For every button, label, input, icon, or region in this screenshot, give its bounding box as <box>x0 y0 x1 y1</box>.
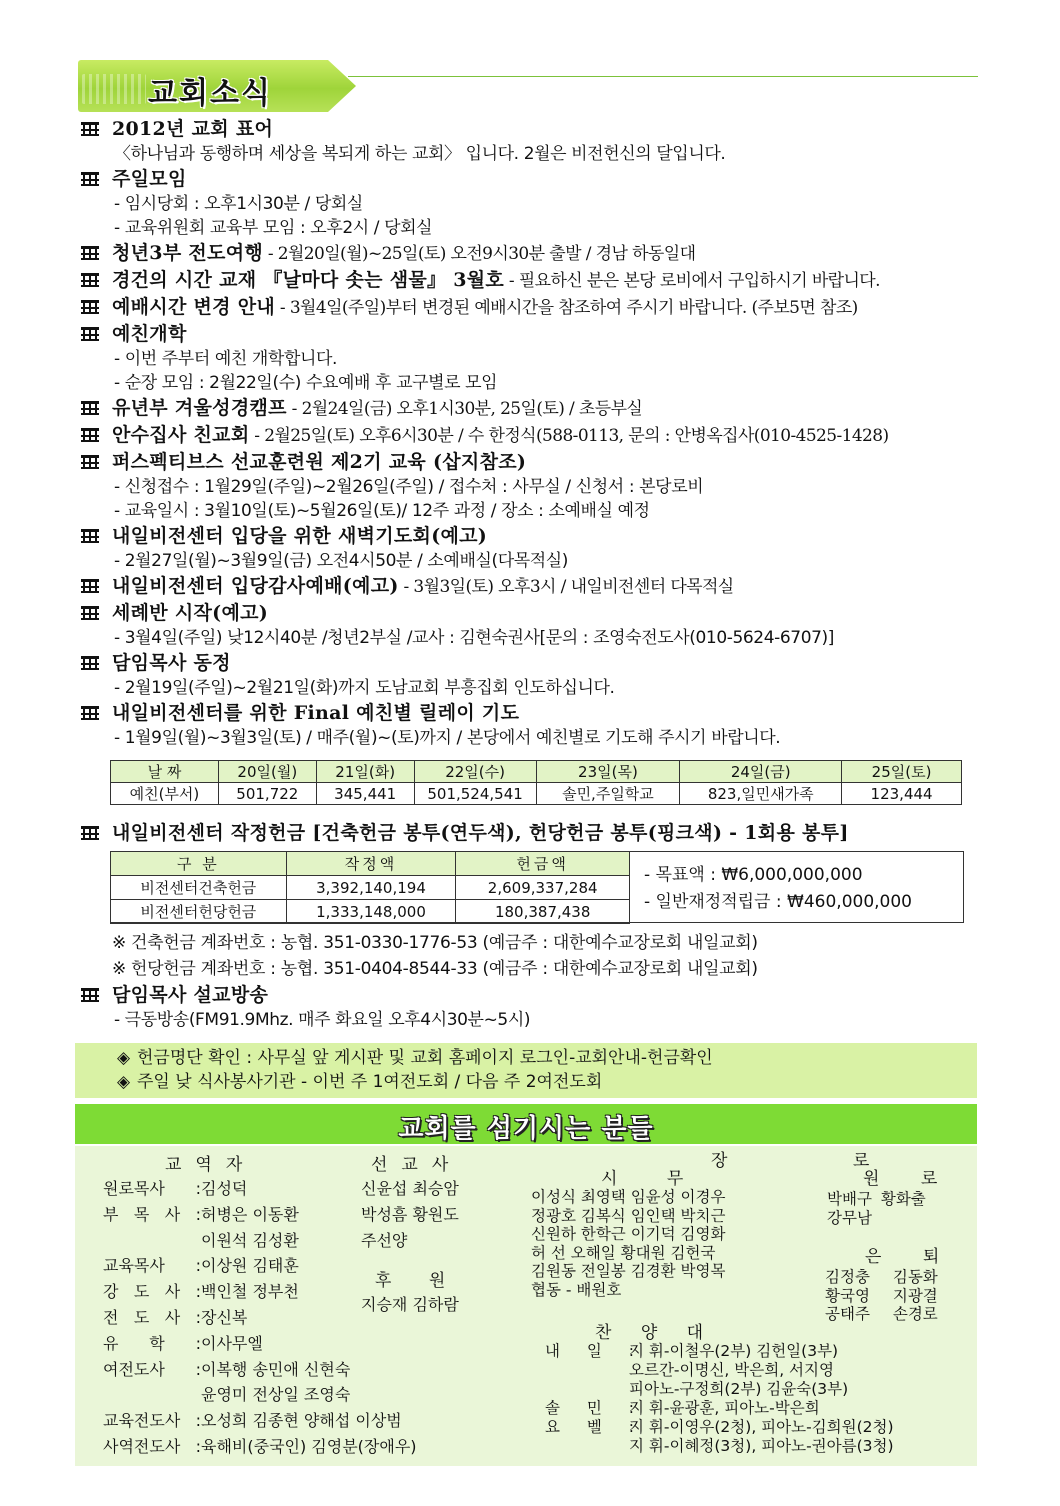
news-title: 내일비전센터 입당감사예배(예고) <box>112 575 399 597</box>
bullet-icon <box>80 121 100 137</box>
news-inline: - 2월25일(토) 오후6시30분 / 수 한정식(588-0113, 문의 : 안병옥집사(010-4525-1428) <box>249 426 889 446</box>
bullet-icon <box>80 245 100 261</box>
table-cell: 501,524,541 <box>414 783 536 805</box>
choir-detail: 지 휘-이혜정(3청), 피아노-권아름(3청) <box>629 1437 894 1455</box>
elder-row: 김원동 전일봉 김경환 박영목 <box>531 1262 726 1280</box>
news-item <box>80 240 980 267</box>
staff-names: 허병은 이동환 <box>201 1204 299 1224</box>
fund-goal <box>644 862 912 916</box>
staff-heading: 교역자 <box>165 1155 257 1175</box>
emeritus-names: 강무남 <box>827 1208 872 1227</box>
table-cell: 비전센터건축헌금 <box>111 876 287 900</box>
broadcast-title: 담임목사 설교방송 <box>112 984 269 1006</box>
choir-row <box>545 1380 894 1399</box>
choir-row <box>545 1418 894 1437</box>
news-title: 안수집사 친교회 <box>112 424 250 446</box>
staff-role: 사역전도사 : <box>103 1436 201 1456</box>
bullet-icon <box>80 299 100 315</box>
staff-names: 이원석 김성환 <box>201 1230 299 1250</box>
elder-row: 정광호 김복식 임인택 박치근 <box>531 1206 726 1225</box>
staff-names: 이상원 김태훈 <box>201 1256 299 1276</box>
table-cell: 23일(목) <box>536 761 680 783</box>
choir-list <box>545 1342 894 1456</box>
news-title: 유년부 겨울성경캠프 <box>112 397 287 419</box>
table-row <box>111 783 962 805</box>
table-cell: 예친(부서) <box>111 783 219 805</box>
retired-names: 김정충 김동화 <box>825 1268 938 1286</box>
staff-role: 원로목사 : <box>103 1179 201 1198</box>
table-header-row <box>111 761 962 783</box>
elder-row: 허 선 오해일 황대원 김헌국 <box>531 1243 716 1262</box>
fund-heading <box>80 820 980 846</box>
fund-table <box>110 851 630 924</box>
news-title: 예배시간 변경 안내 <box>112 296 276 318</box>
table-cell: 날 짜 <box>111 761 219 783</box>
staff-role: 부 목 사 : <box>103 1204 201 1224</box>
news-inline: - 2월24일(금) 오후1시30분, 25일(토) / 초등부실 <box>286 399 643 419</box>
bullet-icon <box>80 655 100 671</box>
retired-heading: 은 퇴 <box>865 1247 958 1267</box>
bullet-icon <box>80 528 100 544</box>
news-item <box>80 166 980 240</box>
news-detail: - 3월4일(주일) 낮12시40분 /청년2부실 /교사 : 김현숙권사[문의 : 조영숙전도사(010-5624-6707)] <box>114 628 834 648</box>
news-inline: - 필요하신 분은 본당 로비에서 구입하시기 바랍니다. <box>504 271 880 291</box>
table-cell: 24일(금) <box>680 761 842 783</box>
staff-role: 유 학 : <box>103 1333 201 1353</box>
staff-names: 장신복 <box>201 1307 248 1327</box>
bullet-icon <box>80 578 100 594</box>
staff-row <box>103 1357 417 1383</box>
table-header-row <box>111 852 630 876</box>
notice-line: 주일 낮 식사봉사기관 - 이번 주 1여전도회 / 다음 주 2여전도회 <box>137 1072 603 1092</box>
table-cell: 1,333,148,000 <box>286 900 456 924</box>
staff-role: 강 도 사 : <box>103 1282 201 1302</box>
header-rule <box>348 76 978 77</box>
general-reserve: - 일반재정적립금 : ₩460,000,000 <box>644 892 912 912</box>
bullet-icon <box>80 400 100 416</box>
missionary-list <box>361 1176 459 1253</box>
staff-role: 여전도사 : <box>103 1359 201 1379</box>
active-heading: 시 무 <box>601 1169 706 1189</box>
staff-names: 윤영미 전상일 조영숙 <box>201 1385 351 1405</box>
table-cell: 25일(토) <box>842 761 962 783</box>
news-item <box>80 650 980 700</box>
bullet-icon <box>80 605 100 621</box>
news-title: 청년3부 전도여행 <box>112 242 264 264</box>
table-row <box>111 900 630 924</box>
page-title: 교회소식 <box>148 76 272 111</box>
missionary-names: 주선양 <box>361 1230 408 1250</box>
staff-row <box>103 1408 417 1434</box>
broadcast-section <box>80 982 980 1032</box>
table-cell: 헌금액 <box>456 852 630 876</box>
news-title: 담임목사 동정 <box>112 652 231 674</box>
news-inline: - 3월3일(토) 오후3시 / 내일비전센터 다목적실 <box>398 577 734 597</box>
account-line: ※ 건축헌금 계좌번호 : 농협. 351-0330-1776-53 (예금주 : 대한예수교장로회 내일교회) <box>112 933 758 953</box>
news-title: 내일비전센터를 위한 Final 예친별 릴레이 기도 <box>112 702 520 724</box>
choir-name: 솔 민 : <box>545 1399 635 1417</box>
bullet-icon <box>80 272 100 288</box>
choir-row <box>545 1342 894 1361</box>
news-detail: - 2월19일(주일)~2월21일(화)까지 도남교회 부흥집회 인도하십니다. <box>114 678 615 698</box>
fund-title: 내일비전센터 작정헌금 [건축헌금 봉투(연두색), 헌당헌금 봉투(핑크색) - 1회용 봉투] <box>112 822 849 844</box>
table-cell: 20일(월) <box>218 761 316 783</box>
table-cell: 823,일민새가족 <box>680 783 842 805</box>
retired-names: 공태주 손경로 <box>825 1305 938 1323</box>
emeritus-list <box>827 1190 926 1227</box>
elder-row: 이성식 최영택 임윤성 이경우 <box>531 1188 726 1206</box>
header-decoration <box>82 74 146 104</box>
staff-role: 교육전도사 : <box>103 1411 201 1431</box>
broadcast-line: - 극동방송(FM91.9Mhz. 매주 화요일 오후4시30분~5시) <box>114 1010 531 1030</box>
notice-box <box>75 1043 977 1098</box>
news-title: 주일모임 <box>112 168 187 190</box>
news-item <box>80 600 980 650</box>
news-item <box>80 321 980 395</box>
missionary-names: 신윤섭 최승암 <box>361 1179 459 1198</box>
news-title: 경건의 시간 교재 『날마다 솟는 샘물』 3월호 <box>112 269 505 291</box>
news-detail: - 신청접수 : 1월29일(주일)~2월26일(주일) / 접수처 : 사무실 / 신청서 : 본당로비 <box>114 477 704 497</box>
table-cell: 22일(수) <box>414 761 536 783</box>
elder-row: 신원하 한학근 이기덕 김영화 <box>531 1225 726 1243</box>
bullet-icon <box>80 454 100 470</box>
emeritus-names: 박배구 황화출 <box>827 1190 926 1208</box>
news-inline: - 3월4일(주일)부터 변경된 예배시간을 참조하여 주시기 바랍니다. (주보5면 참조) <box>275 298 858 318</box>
table-cell: 작정액 <box>286 852 456 876</box>
section-header <box>78 60 978 114</box>
staff-names: 김성덕 <box>201 1179 248 1198</box>
bullet-icon <box>80 326 100 342</box>
table-cell: 2,609,337,284 <box>456 876 630 900</box>
retired-names: 황국영 지광결 <box>825 1286 938 1305</box>
news-title: 내일비전센터 입당을 위한 새벽기도회(예고) <box>112 525 488 547</box>
servants-panel <box>75 1146 977 1466</box>
support-heading: 후 원 <box>375 1271 462 1291</box>
servants-title-bar <box>75 1104 977 1144</box>
news-detail: - 이번 주부터 예친 개학합니다. <box>114 349 338 369</box>
choir-detail: 피아노-구정희(2부) 김윤숙(3부) <box>629 1380 849 1398</box>
choir-detail: 지 휘-이철우(2부) 김헌일(3부) <box>629 1342 839 1360</box>
news-detail: - 교육위원회 교육부 모임 : 오후2시 / 당회실 <box>114 218 433 238</box>
elder-heading: 장 로 <box>711 1151 930 1171</box>
bullet-icon <box>80 705 100 721</box>
choir-row <box>545 1437 894 1456</box>
bullet-icon <box>80 427 100 443</box>
retired-list <box>825 1268 938 1324</box>
news-detail: - 임시당회 : 오후1시30분 / 당회실 <box>114 194 363 214</box>
news-item <box>80 294 980 321</box>
support-names: 지승재 김하람 <box>361 1295 459 1314</box>
bullet-icon <box>80 987 100 1003</box>
staff-row <box>103 1253 417 1279</box>
news-title: 2012년 교회 표어 <box>112 118 274 140</box>
news-list <box>80 116 980 750</box>
missionary-names: 박성흠 황원도 <box>361 1204 459 1224</box>
account-info <box>112 930 758 982</box>
news-item <box>80 573 980 600</box>
staff-names: 백인철 정부천 <box>201 1282 299 1302</box>
news-item <box>80 116 980 166</box>
table-cell: 3,392,140,194 <box>286 876 456 900</box>
choir-row <box>545 1361 894 1380</box>
staff-role: 교육목사 : <box>103 1256 201 1276</box>
servants-title: 교회를 섬기시는 분들 <box>398 1114 654 1144</box>
news-title: 퍼스펙티브스 선교훈련원 제2기 교육 (삽지참조) <box>112 451 527 473</box>
choir-heading: 찬 양 대 <box>595 1323 716 1343</box>
news-title: 세례반 시작(예고) <box>112 602 269 624</box>
staff-row <box>103 1434 417 1460</box>
news-item <box>80 449 980 523</box>
choir-detail: 지 휘-이영우(2청), 피아노-김희원(2청) <box>629 1418 894 1436</box>
diamond-icon: ◈ <box>117 1048 131 1068</box>
table-row <box>111 876 630 900</box>
news-detail: - 1월9일(월)~3월3일(토) / 매주(월)~(토)까지 / 본당에서 예친별로 기도해 주시기 바랍니다. <box>114 728 781 748</box>
choir-row <box>545 1399 894 1418</box>
staff-names: 오성희 김종현 양해섭 이상범 <box>201 1411 402 1431</box>
news-item <box>80 523 980 573</box>
table-cell: 345,441 <box>316 783 414 805</box>
news-title: 예친개학 <box>112 323 187 345</box>
choir-name: 내 일 : <box>545 1342 635 1360</box>
news-item <box>80 700 980 750</box>
news-item <box>80 395 980 422</box>
fund-box <box>110 851 964 923</box>
news-detail: 〈하나님과 동행하며 세상을 복되게 하는 교회〉 입니다. 2월은 비전헌신의 달입니다. <box>114 144 726 164</box>
table-cell: 180,387,438 <box>456 900 630 924</box>
relay-prayer-table <box>110 760 962 805</box>
news-inline: - 2월20일(월)~25일(토) 오전9시30분 출발 / 경남 하동일대 <box>263 244 696 264</box>
staff-row <box>103 1331 417 1357</box>
news-item <box>80 422 980 449</box>
news-detail: - 교육일시 : 3월10일(토)~5월26일(토)/ 12주 과정 / 장소 : 소예배실 예정 <box>114 501 650 521</box>
table-cell: 솔민,주일학교 <box>536 783 680 805</box>
account-line: ※ 헌당헌금 계좌번호 : 농협. 351-0404-8544-33 (예금주 : 대한예수교장로회 내일교회) <box>112 959 758 979</box>
table-cell: 구 분 <box>111 852 287 876</box>
emeritus-heading: 원 로 <box>863 1169 956 1189</box>
active-elders <box>531 1188 725 1299</box>
table-cell: 21일(화) <box>316 761 414 783</box>
news-detail: - 2월27일(월)~3월9일(금) 오전4시50분 / 소예배실(다목적실) <box>114 551 569 571</box>
staff-names: 이사무엘 <box>201 1333 263 1353</box>
staff-names: 육해비(중국인) 김영분(장애우) <box>201 1436 417 1456</box>
staff-names: 이복행 송민애 신현숙 <box>201 1359 351 1379</box>
staff-role: 전 도 사 : <box>103 1307 201 1327</box>
notice-line: 헌금명단 확인 : 사무실 앞 게시판 및 교회 홈페이지 로그인-교회안내-헌금확인 <box>137 1048 713 1068</box>
diamond-icon: ◈ <box>117 1072 131 1092</box>
staff-row <box>103 1382 417 1408</box>
choir-detail: 지 휘-윤광훈, 피아노-박은희 <box>629 1399 820 1417</box>
news-item <box>80 267 980 294</box>
choir-detail: 오르간-이명신, 박은희, 서지영 <box>629 1361 834 1379</box>
missionary-heading: 선교사 <box>371 1155 463 1175</box>
bullet-icon <box>80 171 100 187</box>
table-cell: 123,444 <box>842 783 962 805</box>
goal-amount: - 목표액 : ₩6,000,000,000 <box>644 865 863 885</box>
table-cell: 501,722 <box>218 783 316 805</box>
news-detail: - 순장 모임 : 2월22일(수) 수요예배 후 교구별로 모임 <box>114 373 498 393</box>
choir-name: 요 벨 : <box>545 1418 635 1436</box>
elder-row: 협동 - 배원호 <box>531 1280 622 1299</box>
table-cell: 비전센터헌당헌금 <box>111 900 287 924</box>
bullet-icon <box>80 825 100 841</box>
